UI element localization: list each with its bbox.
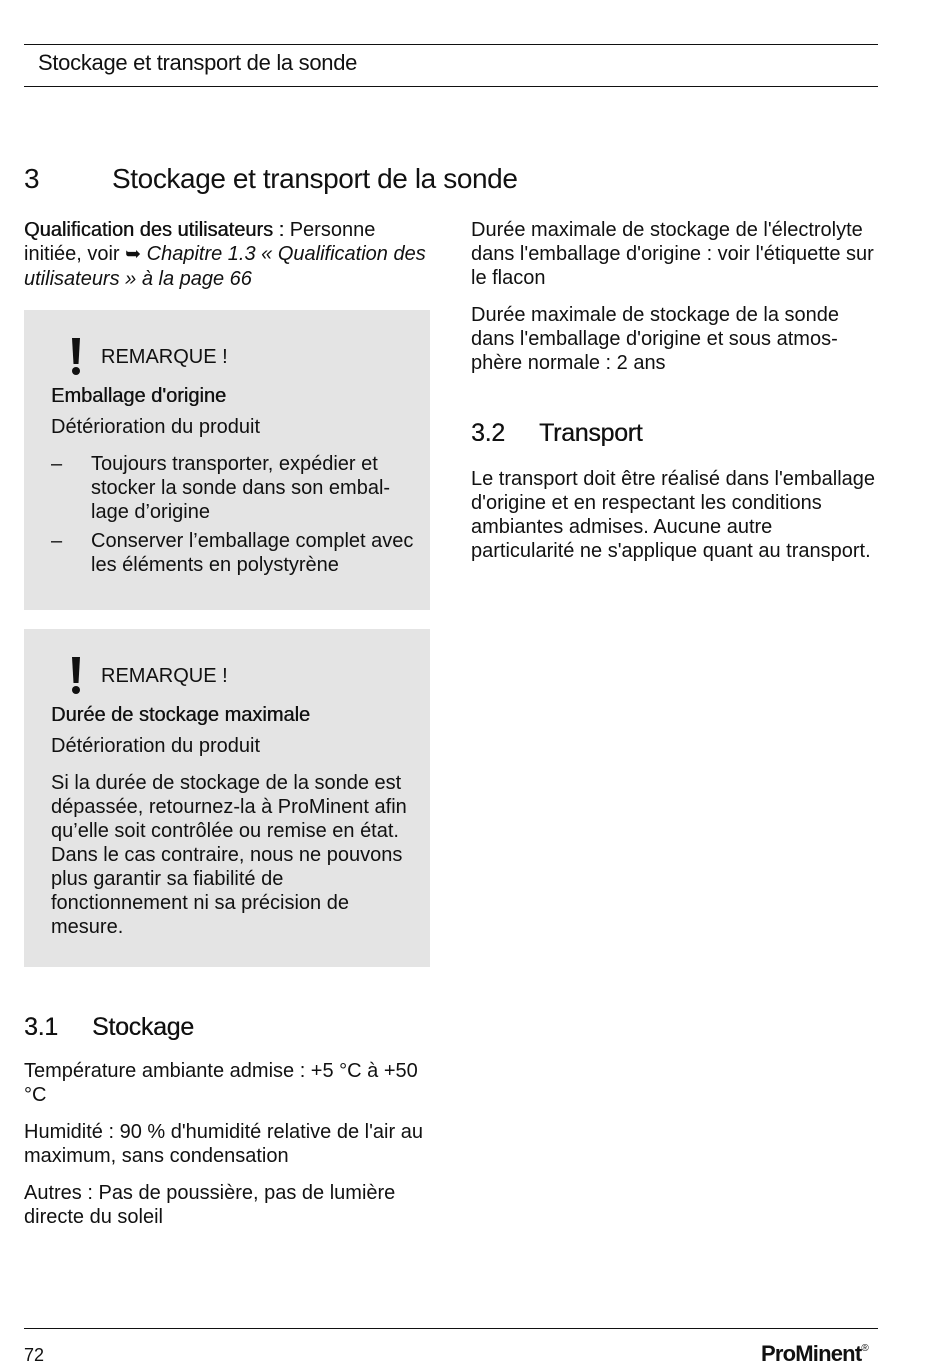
notice-title: Durée de stockage maximale (51, 704, 311, 726)
link-arrow-icon: ➥ (125, 244, 142, 265)
chapter-number: 3 (24, 163, 40, 194)
section-heading-3-1 (24, 1013, 430, 1042)
qualification-text: Personne initiée, voir (24, 219, 376, 265)
running-header: Stockage et transport de la sonde (38, 50, 358, 75)
chapter-heading (24, 163, 518, 195)
notice-subtitle: Détérioration du produit (51, 735, 261, 757)
notice-label: REMARQUE ! (101, 345, 228, 368)
bullet-dash: – (51, 453, 63, 475)
section-title: Stockage (92, 1013, 194, 1041)
notice-label: REMARQUE ! (101, 664, 228, 687)
section-number: 3.2 (471, 419, 505, 447)
notice-list (51, 452, 414, 577)
prominent-logo: ProMinent® (761, 1341, 868, 1366)
qualification-link[interactable]: Chapitre 1.3 « Qualification des utilisateurs » à la page 66 (24, 243, 426, 290)
right-column (471, 218, 878, 563)
list-item: – Toujours transporter, expédier et stocker la sonde dans son emballage d’origine (51, 453, 391, 523)
page-number: 72 (24, 1345, 45, 1365)
section-number: 3.1 (24, 1013, 58, 1041)
storage-humidity: Humidité : 90 % d'humidité relative de l'air au maximum, sans condensation (24, 1121, 423, 1167)
storage-other: Autres : Pas de poussière, pas de lumière directe du soleil (24, 1182, 396, 1228)
list-item: – Conserver l’emballage complet avec les éléments en polystyrène (51, 530, 414, 576)
transport-paragraph: Le transport doit être réalisé dans l'emballage d'origine et en respectant les conditions ambiantes admises. Aucune autre particularité ne s'applique quant au transport. (471, 468, 876, 562)
footer-rule (24, 1328, 878, 1329)
section-title: Transport (539, 419, 643, 447)
notice-header (51, 653, 414, 699)
qualification-label: Qualification des utilisateurs : (24, 219, 285, 241)
exclamation-icon (51, 657, 101, 695)
storage-temperature: Température ambiante admise : +5 °C à +50 °C (24, 1060, 418, 1106)
left-column (24, 218, 430, 1229)
section-heading-3-2 (471, 419, 878, 448)
notice-box-storage-duration (24, 629, 430, 967)
header-rule-top (24, 44, 878, 45)
notice-box-packaging (24, 310, 430, 610)
qualification-paragraph (24, 218, 430, 291)
chapter-title: Stockage et transport de la sonde (112, 163, 518, 194)
electrolyte-storage-duration: Durée maximale de stockage de l'électrolyte dans l'emballage d'origine : voir l'étiquette sur le flacon (471, 219, 874, 289)
notice-body: Si la durée de stockage de la sonde est dépassée, retournez-la à ProMinent afin qu’elle soit contrôlée ou remise en état. Dans le cas contraire, nous ne pouvons plus garantir sa fiabilité de fonctionnement ni sa précision de mesure. (51, 772, 407, 938)
bullet-dash: – (51, 530, 63, 552)
notice-title: Emballage d'origine (51, 385, 227, 407)
exclamation-icon (51, 338, 101, 376)
notice-header (51, 334, 414, 380)
notice-subtitle: Détérioration du produit (51, 416, 261, 438)
probe-storage-duration: Durée maximale de stockage de la sonde dans l'emballage d'origine et sous atmosphère normale : 2 ans (471, 304, 839, 374)
header-rule-bottom (24, 86, 878, 87)
